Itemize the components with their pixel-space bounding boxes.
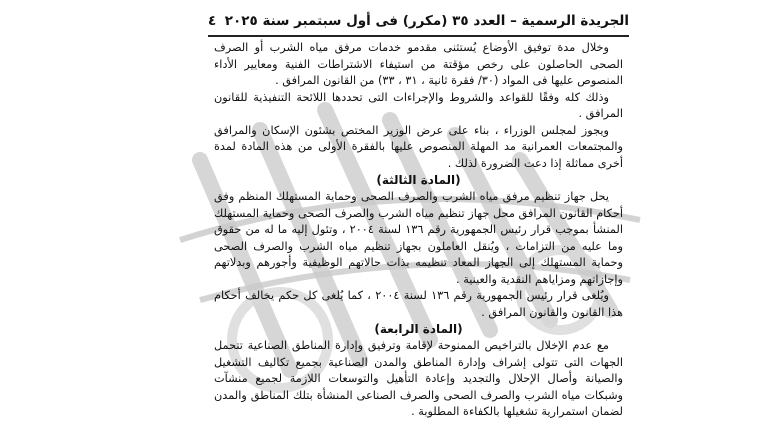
paragraph-transition-period: وخلال مدة توفيق الأوضاع يُستثنى مقدمو خدمات مرفق مياه الشرب أو الصرف الصحى الحاصلون على رخص مؤقتة من استيفاء الاشتراطات الفنية ومعايير الأداء المنصوص عليها فى المواد (٣٠/ فقرة ثانية ، ٣١ ، ٣٣) من القانون المرافق . — [214, 41, 623, 87]
gazette-title: الجريدة الرسمية – العدد ٣٥ (مكرر) فى أول سبتمبر سنة ٢٠٢٥ — [224, 13, 629, 29]
paragraph-rules-reference: وذلك كله وفقًا للقواعد والشروط والإجراءات التى تحددها اللائحة التنفيذية للقانون المرافق . — [214, 90, 623, 120]
article-3-heading: (المادة الثالثة) — [376, 173, 461, 187]
article-4-heading: (المادة الرابعة) — [374, 322, 463, 336]
paragraph-repeal: ويُلغى قرار رئيس الجمهورية رقم ١٣٦ لسنة ٢٠٠٤ ، كما يُلغى كل حكم يخالف أحكام هذا القانون والقانون المرافق . — [214, 289, 623, 319]
paragraph-industrial-zones: مع عدم الإخلال بالتراخيص الممنوحة لإقامة وترفيق وإدارة المناطق الصناعية تتحمل الجهات التى تتولى إشراف وإدارة المناطق والمدن الصناعية بجميع تكاليف التشغيل والصيانة وأصال الإحلال والتجديد وإعادة التأهيل والتوسعات اللازمة لجميع منشآت وشبكات مياه الشرب والصرف الصحى والصرف الصناعى المنشأة بتلك المناطق والمدن لضمان استمرارية تشغيلها بالكفاءة المطلوبة . — [214, 339, 623, 418]
paragraph-extension: ويجوز لمجلس الوزراء ، بناء على عرض الوزير المختص بشئون الإسكان والمرافق والمجتمعات العمرانية مد المهلة المنصوص عليها بالفقرة الأولى من هذه المادة لمدة أخرى مماثلة إذا دعت الضرورة لذلك . — [214, 123, 623, 170]
page-header — [208, 10, 629, 32]
header-divider — [208, 35, 629, 37]
page-number: ٤ — [208, 13, 217, 29]
page-body — [214, 40, 623, 421]
paragraph-regulator-replacement: يحل جهاز تنظيم مرفق مياه الشرب والصرف الصحى وحماية المستهلك المنظم وفق أحكام القانون المرافق محل جهاز تنظيم مياه الشرب والصرف الصحى وحماية المستهلك المنشأ بموجب قرار رئيس الجمهورية رقم ١٣٦ لسنة ٢٠٠٤ ، وتئول إليه ما له من حقوق وما عليه من التزامات ، ويُنقل العاملون بجهاز تنظيم مياه الشرب والصرف الصحى وحماية المستهلك إلى الجهاز المعاد تنظيمه بذات حالاتهم الوظيفية وأجورهم وبدلاتهم وإجازاتهم ومزاياهم النقدية والعينية . — [214, 190, 623, 286]
